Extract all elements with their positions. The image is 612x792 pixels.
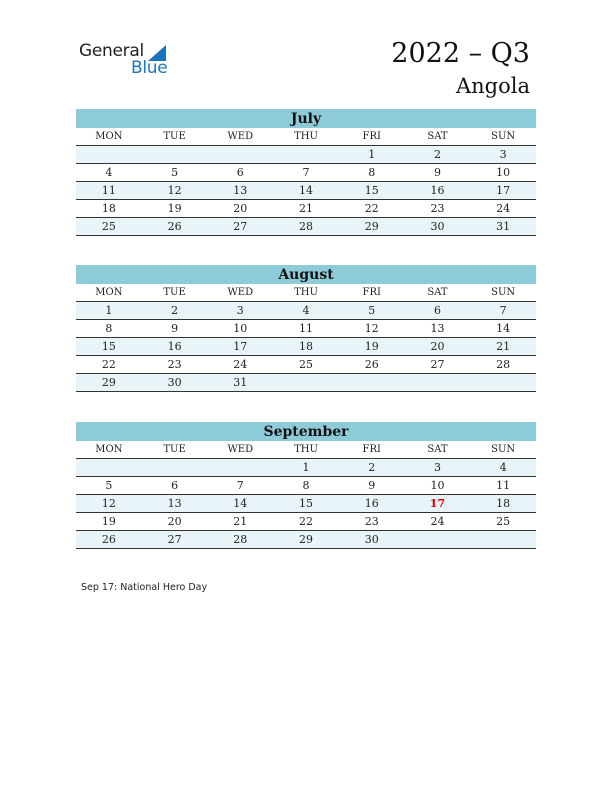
day-cell xyxy=(207,146,273,163)
day-cell xyxy=(207,459,273,476)
day-cell: 28 xyxy=(496,358,511,371)
day-cell: 16 xyxy=(430,184,445,197)
day-cell: 16 xyxy=(167,340,182,353)
weekday-label: SUN xyxy=(491,287,516,298)
week-row xyxy=(76,459,536,477)
week-row xyxy=(76,338,536,356)
day-cell: 23 xyxy=(167,358,182,371)
weekday-label: WED xyxy=(227,131,254,142)
day-cell: 1 xyxy=(368,148,376,161)
day-cell: 31 xyxy=(233,376,248,389)
day-cell: 6 xyxy=(236,166,244,179)
day-cell: 22 xyxy=(101,358,116,371)
day-cell: 17 xyxy=(496,184,511,197)
day-cell: 19 xyxy=(167,202,182,215)
day-cell: 8 xyxy=(105,322,113,335)
day-cell: 27 xyxy=(430,358,445,371)
day-cell: 29 xyxy=(299,533,314,546)
week-row xyxy=(76,356,536,374)
day-cell xyxy=(142,146,208,163)
holiday-notes xyxy=(81,582,207,593)
weekday-label: THU xyxy=(294,287,318,298)
day-cell: 28 xyxy=(299,220,314,233)
day-cell: 25 xyxy=(299,358,314,371)
day-cell: 4 xyxy=(499,461,507,474)
weekday-label: SUN xyxy=(491,444,516,455)
day-cell: 25 xyxy=(496,515,511,528)
day-cell: 23 xyxy=(430,202,445,215)
day-cell: 29 xyxy=(101,376,116,389)
day-cell: 5 xyxy=(171,166,179,179)
day-cell: 17 xyxy=(233,340,248,353)
day-cell: 16 xyxy=(364,497,379,510)
day-cell: 9 xyxy=(433,166,441,179)
week-row xyxy=(76,164,536,182)
weekday-label: WED xyxy=(227,444,254,455)
day-cell: 22 xyxy=(364,202,379,215)
weekday-label: FRI xyxy=(362,444,381,455)
day-cell: 15 xyxy=(299,497,314,510)
month-title: July xyxy=(76,109,536,128)
day-cell: 2 xyxy=(171,304,179,317)
day-cell: 7 xyxy=(302,166,310,179)
day-cell: 30 xyxy=(364,533,379,546)
day-cell: 31 xyxy=(496,220,511,233)
day-cell: 30 xyxy=(430,220,445,233)
day-cell: 28 xyxy=(233,533,248,546)
day-cell: 7 xyxy=(236,479,244,492)
day-cell: 8 xyxy=(368,166,376,179)
day-cell: 5 xyxy=(368,304,376,317)
day-cell xyxy=(470,374,536,391)
day-cell xyxy=(76,146,142,163)
day-cell: 29 xyxy=(364,220,379,233)
weekday-label: WED xyxy=(227,287,254,298)
day-cell xyxy=(339,374,405,391)
weekday-header-row xyxy=(76,128,536,146)
weekday-label: FRI xyxy=(362,131,381,142)
week-row xyxy=(76,531,536,549)
day-cell: 24 xyxy=(496,202,511,215)
logo-general-text: General xyxy=(79,41,144,61)
week-row xyxy=(76,477,536,495)
day-cell: 10 xyxy=(233,322,248,335)
day-cell: 3 xyxy=(499,148,507,161)
day-cell: 18 xyxy=(101,202,116,215)
day-cell: 6 xyxy=(171,479,179,492)
holiday-note: Sep 17: National Hero Day xyxy=(81,582,208,593)
month-title: September xyxy=(76,422,536,441)
day-cell xyxy=(273,146,339,163)
day-cell: 20 xyxy=(233,202,248,215)
day-cell: 19 xyxy=(364,340,379,353)
day-cell: 26 xyxy=(364,358,379,371)
weekday-label: TUE xyxy=(163,131,186,142)
day-cell xyxy=(405,374,471,391)
day-cell: 14 xyxy=(299,184,314,197)
weekday-label: MON xyxy=(95,444,123,455)
day-cell: 3 xyxy=(236,304,244,317)
day-cell: 8 xyxy=(302,479,310,492)
day-cell: 27 xyxy=(167,533,182,546)
day-cell: 14 xyxy=(233,497,248,510)
day-cell: 30 xyxy=(167,376,182,389)
day-cell: 9 xyxy=(171,322,179,335)
weekday-header-row xyxy=(76,441,536,459)
day-cell: 21 xyxy=(496,340,511,353)
weekday-header-row xyxy=(76,284,536,302)
day-cell: 25 xyxy=(101,220,116,233)
month-table-1 xyxy=(76,265,536,392)
weekday-label: SAT xyxy=(427,287,448,298)
day-cell: 11 xyxy=(496,479,511,492)
weekday-label: SAT xyxy=(427,444,448,455)
week-row xyxy=(76,218,536,236)
day-cell: 12 xyxy=(167,184,182,197)
day-cell: 2 xyxy=(433,148,441,161)
day-cell: 12 xyxy=(364,322,379,335)
day-cell: 7 xyxy=(499,304,507,317)
month-table-0 xyxy=(76,109,536,236)
day-cell: 14 xyxy=(496,322,511,335)
day-cell: 11 xyxy=(299,322,314,335)
day-cell: 17 xyxy=(429,497,446,510)
day-cell: 24 xyxy=(430,515,445,528)
day-cell: 21 xyxy=(299,202,314,215)
day-cell: 11 xyxy=(101,184,116,197)
week-row xyxy=(76,374,536,392)
weekday-label: MON xyxy=(95,287,123,298)
week-row xyxy=(76,495,536,513)
day-cell: 18 xyxy=(496,497,511,510)
day-cell: 22 xyxy=(299,515,314,528)
week-row xyxy=(76,302,536,320)
day-cell: 12 xyxy=(101,497,116,510)
day-cell xyxy=(142,459,208,476)
day-cell xyxy=(470,531,536,548)
weekday-label: SAT xyxy=(427,131,448,142)
weekday-label: THU xyxy=(294,444,318,455)
day-cell: 3 xyxy=(433,461,441,474)
day-cell: 5 xyxy=(105,479,113,492)
day-cell: 9 xyxy=(368,479,376,492)
day-cell: 27 xyxy=(233,220,248,233)
day-cell: 4 xyxy=(302,304,310,317)
weekday-label: FRI xyxy=(362,287,381,298)
day-cell: 19 xyxy=(101,515,116,528)
day-cell: 23 xyxy=(364,515,379,528)
weekday-label: TUE xyxy=(163,287,186,298)
week-row xyxy=(76,320,536,338)
day-cell: 2 xyxy=(368,461,376,474)
day-cell xyxy=(273,374,339,391)
weekday-label: SUN xyxy=(491,131,516,142)
weekday-label: THU xyxy=(294,131,318,142)
day-cell xyxy=(405,531,471,548)
day-cell: 18 xyxy=(299,340,314,353)
week-row xyxy=(76,182,536,200)
day-cell: 13 xyxy=(167,497,182,510)
day-cell: 20 xyxy=(430,340,445,353)
day-cell: 4 xyxy=(105,166,113,179)
day-cell: 10 xyxy=(496,166,511,179)
logo-blue-text: Blue xyxy=(131,58,168,78)
day-cell xyxy=(76,459,142,476)
day-cell: 13 xyxy=(430,322,445,335)
weekday-label: MON xyxy=(95,131,123,142)
weekday-label: TUE xyxy=(163,444,186,455)
day-cell: 15 xyxy=(101,340,116,353)
page-title: 2022 – Q3 xyxy=(391,38,530,69)
month-title: August xyxy=(76,265,536,284)
day-cell: 20 xyxy=(167,515,182,528)
day-cell: 21 xyxy=(233,515,248,528)
day-cell: 1 xyxy=(105,304,113,317)
day-cell: 26 xyxy=(101,533,116,546)
day-cell: 15 xyxy=(364,184,379,197)
day-cell: 10 xyxy=(430,479,445,492)
country-name: Angola xyxy=(455,74,530,98)
week-row xyxy=(76,146,536,164)
week-row xyxy=(76,513,536,531)
month-table-2 xyxy=(76,422,536,549)
day-cell: 24 xyxy=(233,358,248,371)
week-row xyxy=(76,200,536,218)
day-cell: 13 xyxy=(233,184,248,197)
day-cell: 26 xyxy=(167,220,182,233)
day-cell: 1 xyxy=(302,461,310,474)
day-cell: 6 xyxy=(433,304,441,317)
